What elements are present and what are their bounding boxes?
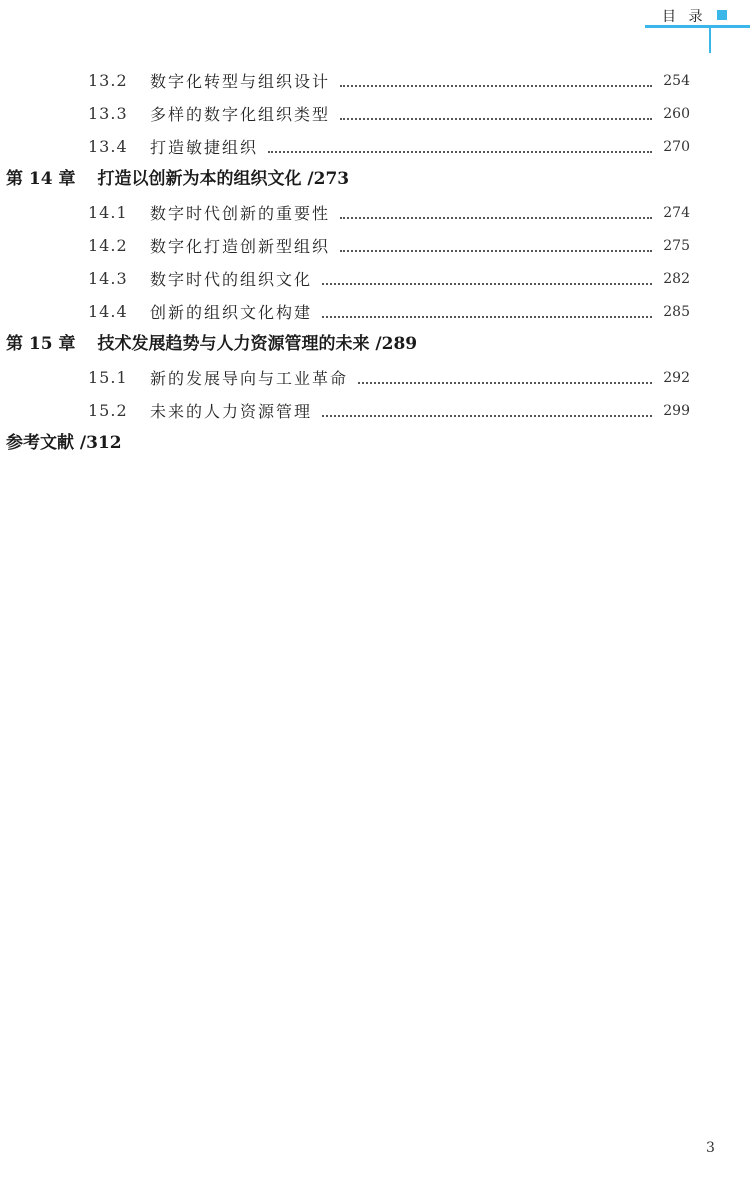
section-page-number: 299 (663, 402, 690, 419)
page-number: 3 (706, 1140, 715, 1156)
toc-group (0, 163, 750, 328)
chapter-heading[interactable] (0, 163, 750, 196)
dot-leader (340, 250, 652, 252)
section-title: 多样的数字化组织类型 (150, 105, 331, 124)
chapter-number: 第 14 章 (6, 169, 76, 189)
section-page-number: 275 (663, 237, 690, 254)
dot-leader (340, 217, 652, 219)
chapter-title: 技术发展趋势与人力资源管理的未来 /289 (97, 334, 418, 354)
toc-entry[interactable] (0, 394, 750, 427)
section-page-number: 285 (663, 303, 690, 320)
toc-entry[interactable] (0, 130, 750, 163)
section-number: 15.2 (88, 401, 128, 420)
section-title: 数字化转型与组织设计 (150, 72, 331, 91)
chapter-heading[interactable] (0, 328, 750, 361)
dot-leader (322, 316, 652, 318)
section-number: 13.2 (88, 71, 128, 90)
section-number: 13.3 (88, 104, 128, 123)
header-rule (645, 25, 750, 28)
square-icon (717, 10, 727, 20)
section-title: 新的发展导向与工业革命 (150, 369, 349, 388)
chapter-number: 第 15 章 (6, 334, 76, 354)
toc-entry[interactable] (0, 196, 750, 229)
section-number: 14.3 (88, 269, 128, 288)
section-page-number: 254 (663, 72, 690, 89)
toc-group (0, 64, 750, 163)
section-title: 创新的组织文化构建 (150, 303, 313, 322)
section-title: 未来的人力资源管理 (150, 402, 313, 421)
toc-entry[interactable] (0, 361, 750, 394)
toc-entry[interactable] (0, 64, 750, 97)
table-of-contents (0, 64, 750, 460)
chapter-title: 打造以创新为本的组织文化 /273 (97, 169, 350, 189)
dot-leader (322, 283, 652, 285)
section-number: 14.1 (88, 203, 128, 222)
header-title: 目 录 (662, 9, 707, 25)
section-title: 数字时代创新的重要性 (150, 204, 331, 223)
section-number: 13.4 (88, 137, 128, 156)
toc-entry[interactable] (0, 295, 750, 328)
toc-entry[interactable] (0, 262, 750, 295)
section-page-number: 260 (663, 105, 690, 122)
section-title: 数字时代的组织文化 (150, 270, 313, 289)
dot-leader (340, 118, 652, 120)
dot-leader (340, 85, 652, 87)
section-page-number: 274 (663, 204, 690, 221)
toc-entry[interactable] (0, 229, 750, 262)
toc-group (0, 427, 750, 460)
section-page-number: 282 (663, 270, 690, 287)
section-title: 打造敏捷组织 (150, 138, 259, 157)
toc-group (0, 328, 750, 427)
dot-leader (358, 382, 652, 384)
dot-leader (322, 415, 652, 417)
section-number: 14.2 (88, 236, 128, 255)
section-number: 15.1 (88, 368, 128, 387)
section-title: 数字化打造创新型组织 (150, 237, 331, 256)
chapter-title: 参考文献 /312 (6, 433, 122, 453)
section-page-number: 270 (663, 138, 690, 155)
section-number: 14.4 (88, 302, 128, 321)
toc-entry[interactable] (0, 97, 750, 130)
header-tick (709, 25, 711, 53)
section-page-number: 292 (663, 369, 690, 386)
chapter-heading[interactable] (0, 427, 750, 460)
dot-leader (268, 151, 652, 153)
